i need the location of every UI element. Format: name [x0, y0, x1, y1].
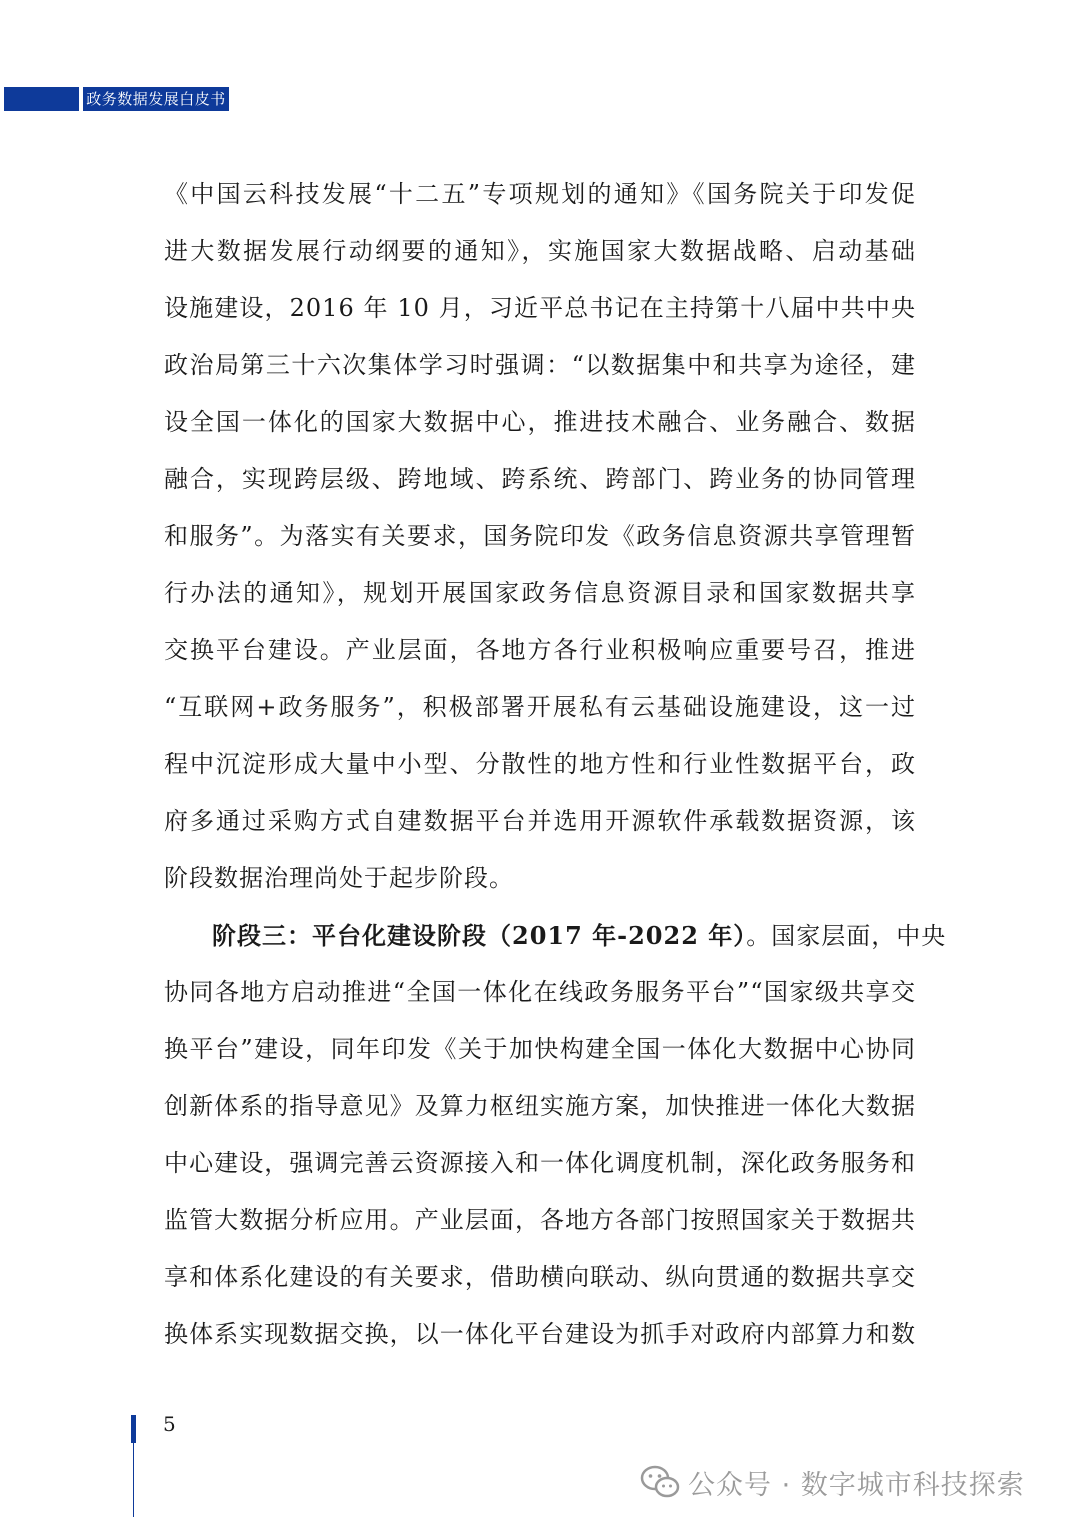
text-line: 创新体系的指导意见》及算力枢纽实施方案，加快推进一体化大数据 [164, 1092, 916, 1120]
text-line: 换体系实现数据交换，以一体化平台建设为抓手对政府内部算力和数 [164, 1320, 916, 1348]
text-line: 享和体系化建设的有关要求，借助横向联动、纵向贯通的数据共享交 [164, 1263, 916, 1291]
text-line: 府多通过采购方式自建数据平台并选用开源软件承载数据资源，该 [164, 807, 916, 835]
text-line: 《中国云科技发展“十二五”专项规划的通知》《国务院关于印发促 [164, 180, 916, 208]
body-text [164, 166, 947, 1363]
watermark-text: 公众号 · 数字城市科技探索 [688, 1469, 1025, 1501]
text-line: 交换平台建设。产业层面，各地方各行业积极响应重要号召，推进 [164, 636, 916, 664]
text-line: 政治局第三十六次集体学习时强调：“以数据集中和共享为途径，建 [164, 351, 916, 379]
stage3-paragraph-first-line [164, 907, 947, 964]
text-line: 阶段数据治理尚处于起步阶段。 [164, 864, 514, 892]
watermark [640, 1460, 1025, 1504]
footer-accent-line [133, 1443, 134, 1517]
text-line: 行办法的通知》，规划开展国家政务信息资源目录和国家数据共享 [164, 579, 916, 607]
stage3-heading: 阶段三：平台化建设阶段（2017 年-2022 年） [212, 921, 747, 950]
text-line: 中心建设，强调完善云资源接入和一体化调度机制，深化政务服务和 [164, 1149, 916, 1177]
text-line: 监管大数据分析应用。产业层面，各地方各部门按照国家关于数据共 [164, 1206, 916, 1234]
stage3-first-line-rest: 。国家层面，中央 [746, 922, 947, 950]
text-line: 换平台”建设，同年印发《关于加快构建全国一体化大数据中心协同 [164, 1035, 916, 1063]
header-title: 政务数据发展白皮书 [83, 87, 229, 111]
text-line: 进大数据发展行动纲要的通知》，实施国家大数据战略、启动基础 [164, 237, 916, 265]
text-line: “互联网+政务服务”，积极部署开展私有云基础设施建设，这一过 [164, 693, 916, 721]
footer-accent-bar [131, 1415, 136, 1443]
page-number: 5 [163, 1412, 176, 1436]
text-line: 和服务”。为落实有关要求，国务院印发《政务信息资源共享管理暂 [164, 522, 916, 550]
wechat-icon [640, 1464, 680, 1500]
text-line: 设施建设，2016 年 10 月，习近平总书记在主持第十八届中共中央 [164, 294, 916, 322]
text-line: 程中沉淀形成大量中小型、分散性的地方性和行业性数据平台，政 [164, 750, 916, 778]
text-line: 设全国一体化的国家大数据中心，推进技术融合、业务融合、数据 [164, 408, 916, 436]
text-line: 协同各地方启动推进“全国一体化在线政务服务平台”“国家级共享交 [164, 978, 916, 1006]
text-line: 融合，实现跨层级、跨地域、跨系统、跨部门、跨业务的协同管理 [164, 465, 916, 493]
header-accent-bar [4, 87, 79, 111]
